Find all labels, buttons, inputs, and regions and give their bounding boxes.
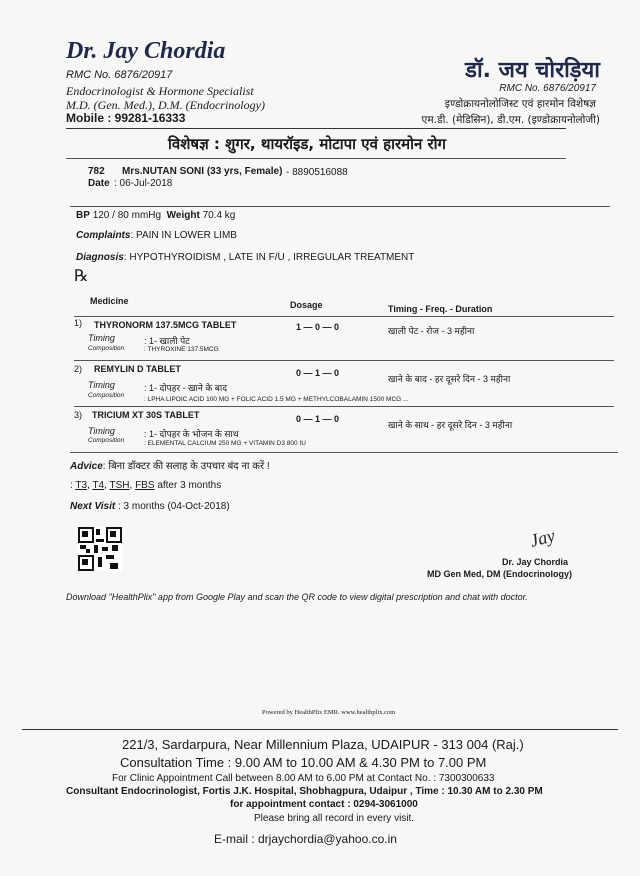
medicine-frequency: खाली पेट - रोज - 3 महीना: [388, 326, 475, 336]
advice-line: [70, 458, 270, 472]
timing-value: : 1- खाली पेट: [144, 336, 190, 346]
patient-id: 782: [88, 166, 105, 177]
timing-label: Timing: [88, 426, 115, 436]
timing-value: : 1- दोपहर के भोजन के साथ: [144, 429, 239, 439]
test-item: FBS: [135, 480, 155, 491]
timing-value: : 1- दोपहर - खाने के बाद: [144, 383, 228, 393]
footer-consultation: Consultation Time : 9.00 AM to 10.00 AM & 4.30 PM to 7.00 PM: [120, 755, 487, 770]
speciality-banner: विशेषज्ञ : शुगर, थायरॉइड, मोटापा एवं हारमोन रोग: [168, 135, 446, 153]
medicine-dosage: 0 — 1 — 0: [296, 368, 340, 378]
header-medicine: Medicine: [90, 296, 129, 306]
patient-phone: - 8890516088: [286, 167, 348, 178]
weight-label: Weight: [166, 210, 200, 221]
rmc-number-english: RMC No. 6876/20917: [66, 69, 173, 81]
medicine-name: THYRONORM 137.5MCG TABLET: [94, 320, 237, 330]
table-bottom-divider: [70, 452, 618, 453]
bp-value: 120 / 80 mmHg: [92, 210, 162, 221]
tests-suffix: after 3 months: [157, 480, 222, 491]
medicine-dosage: 0 — 1 — 0: [296, 414, 340, 424]
tests-prefix: :: [70, 480, 73, 491]
composition-label: Composition: [88, 437, 125, 444]
patient-divider: [70, 206, 610, 207]
specialist-title-hindi: इण्डोक्रायनोलोजिस्ट एवं हारमोन विशेषज्ञ: [444, 98, 596, 110]
test-item: TSH: [109, 480, 130, 491]
powered-by: Powered by HealthPlix EMR. www.healthplix.com: [262, 709, 396, 716]
signature-degree: MD Gen Med, DM (Endocrinology): [427, 569, 572, 579]
date-label: Date: [88, 178, 110, 189]
footer-consultant-line: Consultant Endocrinologist, Fortis J.K. Hospital, Shobhagpura, Udaipur , Time : 10.30 AM to 2.30 PM: [66, 786, 543, 797]
diagnosis-label: Diagnosis: [76, 252, 124, 263]
timing-label: Timing: [88, 380, 115, 390]
footer-appointment: For Clinic Appointment Call between 8.00 AM to 6.00 PM at Contact No. : 7300300633: [112, 773, 495, 784]
degree-hindi: एम.डी. (मेडिसिन), डी.एम. (इण्डोक्रायनोलोजी): [421, 114, 600, 126]
advice-label: Advice: [70, 461, 103, 472]
date-value: : 06-Jul-2018: [114, 178, 173, 189]
rx-symbol: ℞: [74, 266, 89, 285]
doctor-name-hindi: डॉ. जय चोरड़िया: [465, 58, 600, 83]
specialist-title-english: Endocrinologist & Hormone Specialist: [66, 84, 254, 98]
medicine-frequency: खाने के साथ - हर दूसरे दिन - 3 महीना: [388, 420, 513, 430]
timing-label: Timing: [88, 333, 115, 343]
complaints-line: [76, 230, 237, 241]
composition-value: : ELEMENTAL CALCIUM 250 MG + VITAMIN D3 800 IU: [144, 440, 306, 447]
weight-value: 70.4 kg: [202, 210, 236, 221]
medicine-name: TRICIUM XT 30S TABLET: [92, 410, 200, 420]
composition-label: Composition: [88, 345, 125, 352]
qr-code[interactable]: [78, 527, 122, 571]
advice-value: : बिना डॉक्टर की सलाह के उपचार बंद ना करें !: [102, 461, 270, 472]
footer-records: Please bring all record in every visit.: [254, 813, 415, 824]
medicine-frequency: खाने के बाद - हर दूसरे दिन - 3 महीना: [388, 374, 511, 384]
footer-address: 221/3, Sardarpura, Near Millennium Plaza, UDAIPUR - 313 004 (Raj.): [122, 737, 524, 752]
banner-divider: [66, 158, 566, 159]
vitals-line: [76, 210, 235, 221]
complaints-label: Complaints: [76, 230, 131, 241]
medicine-number: 1): [74, 318, 83, 328]
footer-divider: [22, 729, 618, 730]
next-visit-line: [70, 501, 230, 512]
test-item: T4: [92, 480, 105, 491]
medicine-name: REMYLIN D TABLET: [94, 364, 181, 374]
next-visit-value: : 3 months (04-Oct-2018): [117, 501, 230, 512]
medicine-number: 2): [74, 364, 83, 374]
degree-english: M.D. (Gen. Med.), D.M. (Endocrinology): [66, 98, 265, 112]
doctor-name-english: Dr. Jay Chordia: [66, 38, 226, 64]
download-note: Download "HealthPlix" app from Google Play and scan the QR code to view digital prescription and chat with doctor.: [66, 592, 528, 602]
header-timing: Timing - Freq. - Duration: [388, 304, 493, 314]
row-divider: [74, 406, 614, 407]
bp-label: BP: [76, 210, 90, 221]
composition-value: : THYROXINE 137.5MCG: [144, 346, 219, 353]
row-divider: [74, 360, 614, 361]
next-visit-label: Next Visit: [70, 501, 116, 512]
composition-label: Composition: [88, 392, 125, 399]
footer-email[interactable]: E-mail : drjaychordia@yahoo.co.in: [214, 832, 397, 846]
tests-line: : T3, T4, TSH, FBS after 3 months: [70, 480, 222, 491]
mobile-number: Mobile : 99281-16333: [66, 111, 186, 125]
diagnosis-value: : HYPOTHYROIDISM , LATE IN F/U , IRREGULAR TREATMENT: [123, 252, 415, 263]
composition-value: : LPHA LIPOIC ACID 100 MG + FOLIC ACID 1.5 MG + METHYLCOBALAMIN 1500 MCG ...: [144, 396, 409, 403]
signature-name: Dr. Jay Chordia: [501, 557, 568, 567]
header-divider: [66, 128, 566, 129]
table-header-divider: [74, 316, 614, 317]
diagnosis-line: [76, 252, 414, 263]
footer-fortis-contact: for appointment contact : 0294-3061000: [230, 799, 418, 810]
test-item: T3: [75, 480, 88, 491]
medicine-number: 3): [74, 410, 83, 420]
signature-scrawl: Jay: [527, 525, 558, 551]
medicine-dosage: 1 — 0 — 0: [296, 322, 340, 332]
complaints-value: : PAIN IN LOWER LIMB: [130, 230, 237, 241]
rmc-number-right: RMC No. 6876/20917: [499, 83, 596, 94]
header-dosage: Dosage: [290, 300, 323, 310]
patient-name: Mrs.NUTAN SONI (33 yrs, Female): [122, 166, 283, 177]
